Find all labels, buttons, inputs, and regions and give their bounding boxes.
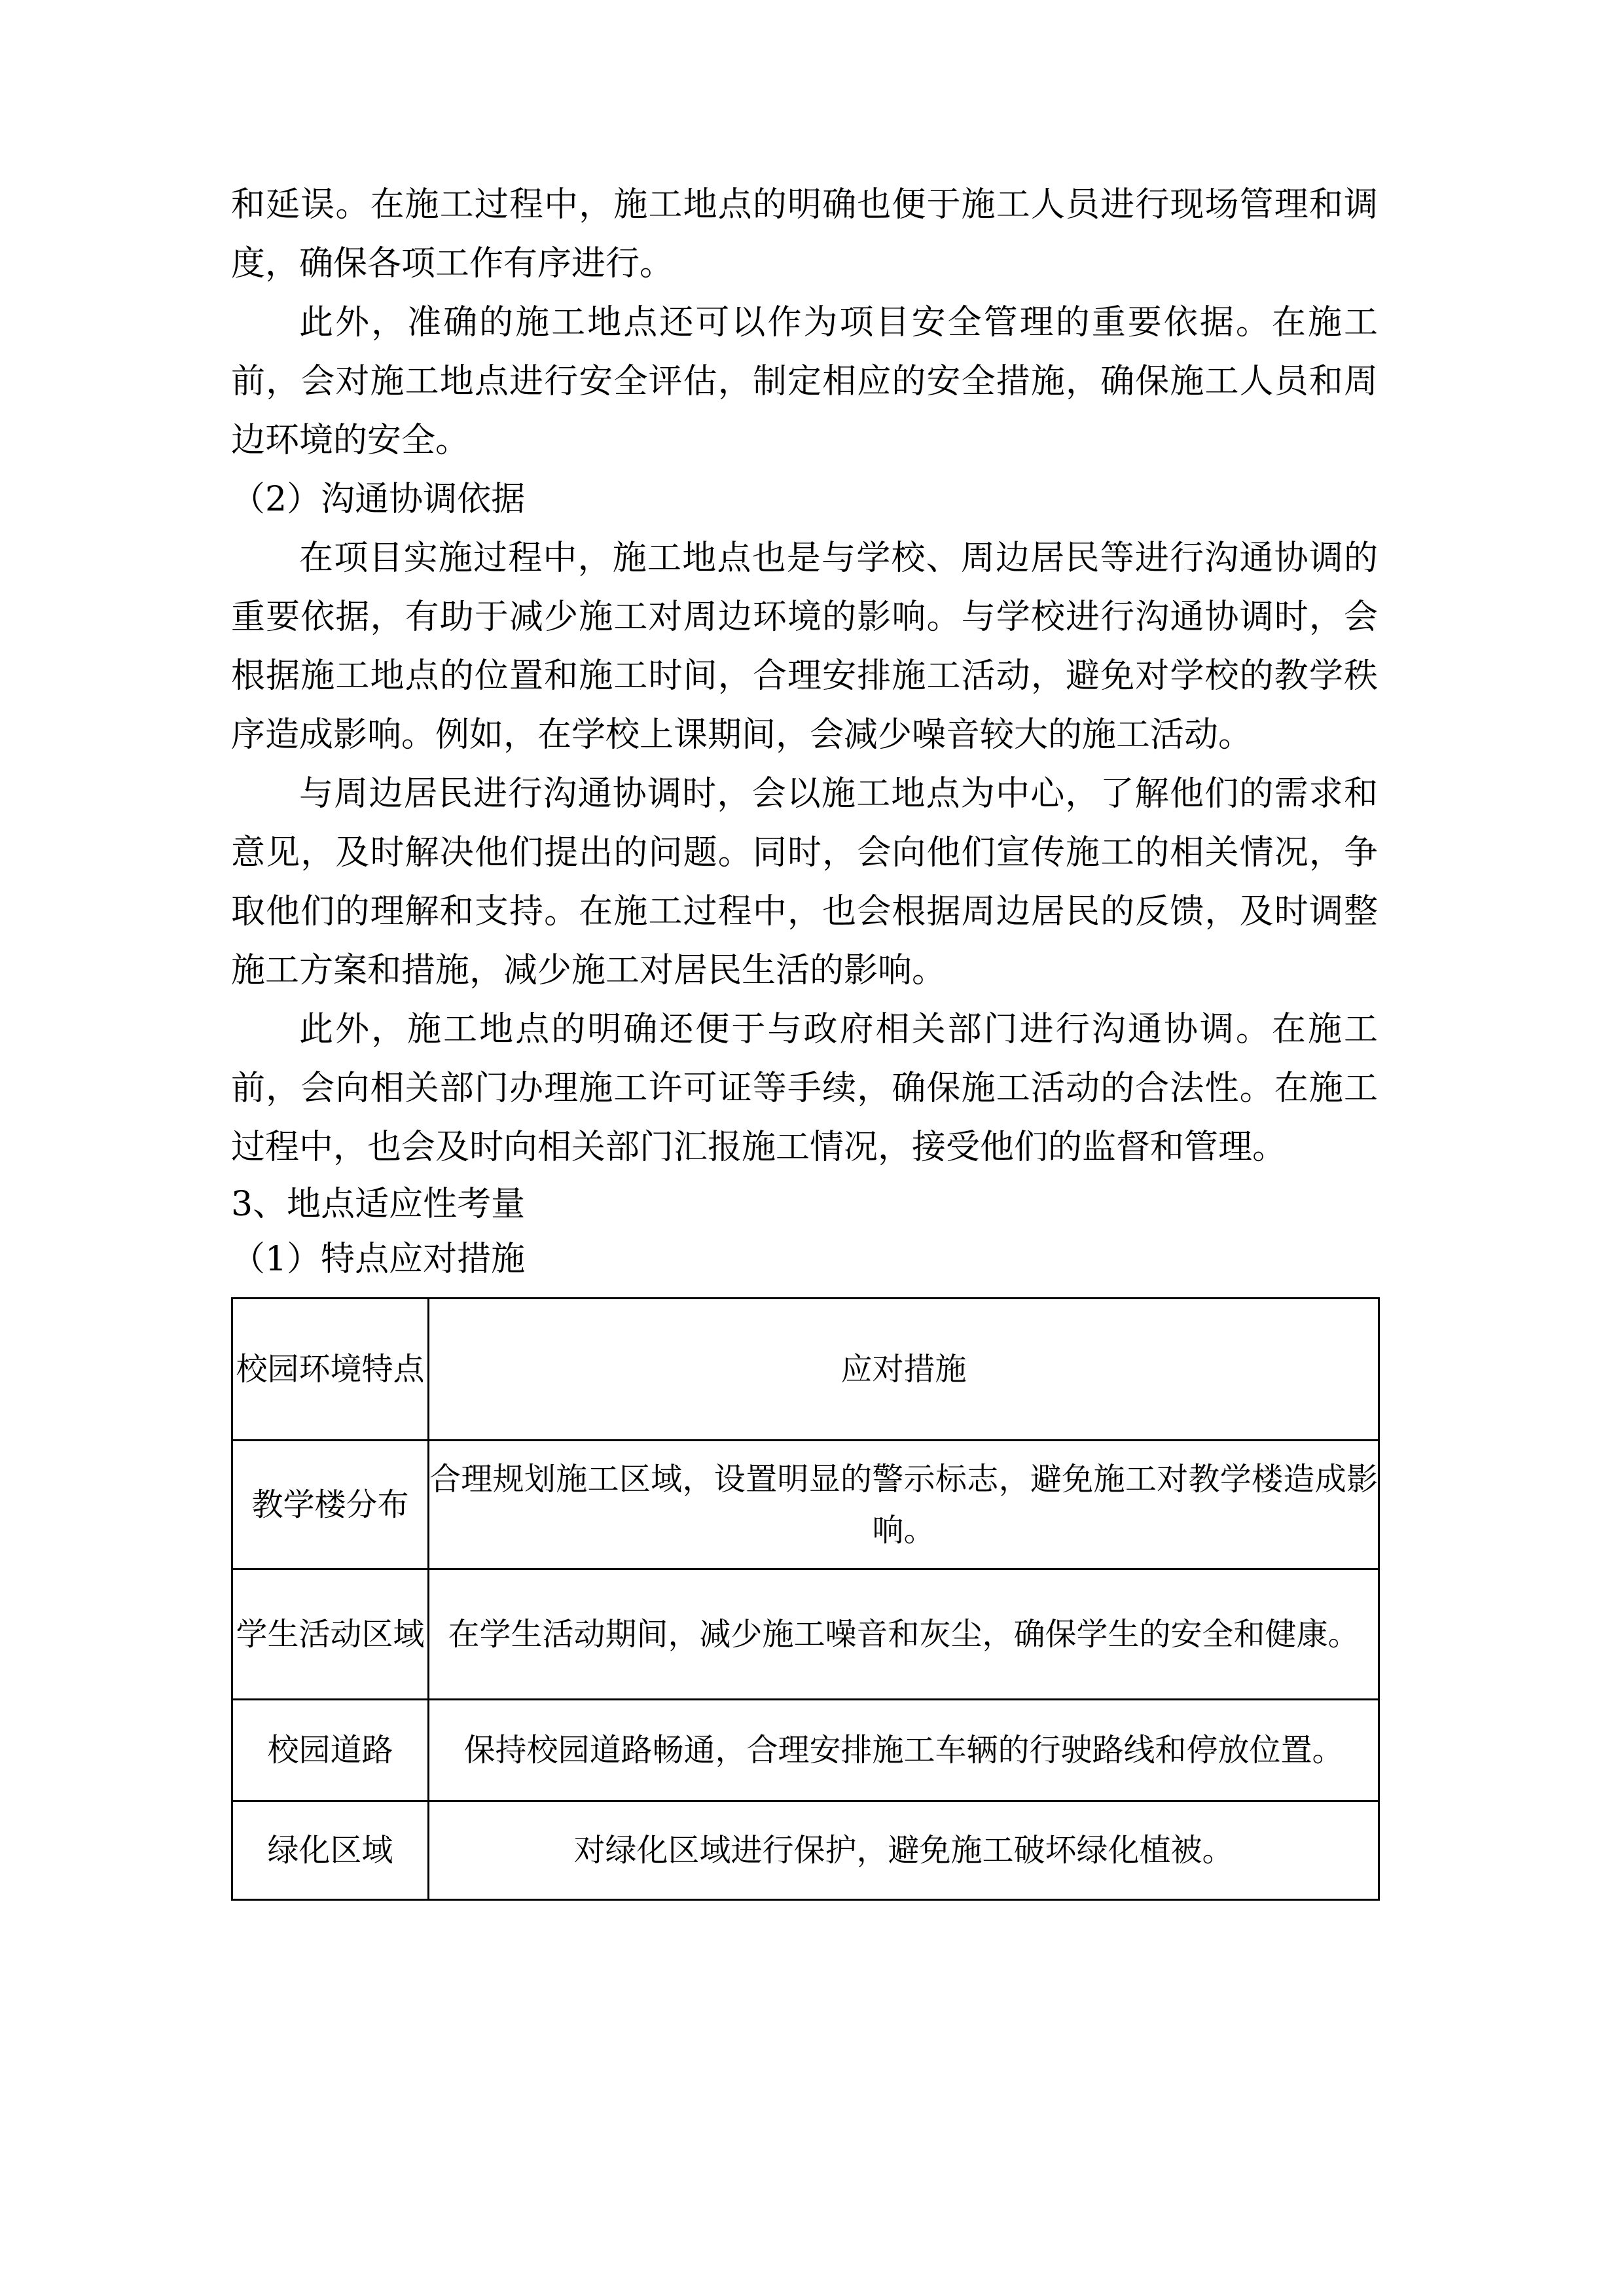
table-cell-measure: 合理规划施工区域，设置明显的警示标志，避免施工对教学楼造成影响。 — [429, 1441, 1379, 1570]
table-row — [232, 1801, 1379, 1900]
paragraph-safety-basis: 此外，准确的施工地点还可以作为项目安全管理的重要依据。在施工前，会对施工地点进行安全评估，制定相应的安全措施，确保施工人员和周边环境的安全。 — [231, 303, 1378, 460]
paragraph-resident-coordination: 与周边居民进行沟通协调时，会以施工地点为中心，了解他们的需求和意见，及时解决他们提出的问题。同时，会向他们宣传施工的相关情况，争取他们的理解和支持。在施工过程中，也会根据周边居民的反馈，及时调整施工方案和措施，减少施工对居民生活的影响。 — [231, 774, 1378, 990]
table-row — [232, 1441, 1379, 1570]
table-header-row — [232, 1299, 1379, 1441]
table-cell-feature: 绿化区域 — [232, 1801, 429, 1900]
table-cell-measure: 在学生活动期间，减少施工噪音和灰尘，确保学生的安全和健康。 — [429, 1570, 1379, 1700]
heading-communication-coordination: （2）沟通协调依据 — [231, 480, 526, 519]
table-cell-measure: 保持校园道路畅通，合理安排施工车辆的行驶路线和停放位置。 — [429, 1700, 1379, 1801]
table-header-feature: 校园环境特点 — [232, 1299, 429, 1441]
campus-environment-measures-table — [231, 1297, 1380, 1901]
table-cell-feature: 学生活动区域 — [232, 1570, 429, 1700]
table-cell-feature: 校园道路 — [232, 1700, 429, 1801]
table-cell-measure: 对绿化区域进行保护，避免施工破坏绿化植被。 — [429, 1801, 1379, 1900]
table-cell-feature: 教学楼分布 — [232, 1441, 429, 1570]
table-row — [232, 1570, 1379, 1700]
table-row — [232, 1700, 1379, 1801]
page-content — [231, 175, 1378, 1901]
paragraph-continuation: 和延误。在施工过程中，施工地点的明确也便于施工人员进行现场管理和调度，确保各项工作有序进行。 — [231, 185, 1378, 283]
paragraph-school-coordination: 在项目实施过程中，施工地点也是与学校、周边居民等进行沟通协调的重要依据，有助于减少施工对周边环境的影响。与学校进行沟通协调时，会根据施工地点的位置和施工时间，合理安排施工活动，避免对学校的教学秩序造成影响。例如，在学校上课期间，会减少噪音较大的施工活动。 — [231, 539, 1378, 755]
measures-table-wrap — [231, 1297, 1378, 1901]
heading-location-adaptability: 3、地点适应性考量 — [231, 1185, 526, 1224]
heading-feature-measures: （1）特点应对措施 — [231, 1240, 526, 1279]
table-header-measure: 应对措施 — [429, 1299, 1379, 1441]
paragraph-government-coordination: 此外，施工地点的明确还便于与政府相关部门进行沟通协调。在施工前，会向相关部门办理施工许可证等手续，确保施工活动的合法性。在施工过程中，也会及时向相关部门汇报施工情况，接受他们的监督和管理。 — [231, 1010, 1378, 1167]
